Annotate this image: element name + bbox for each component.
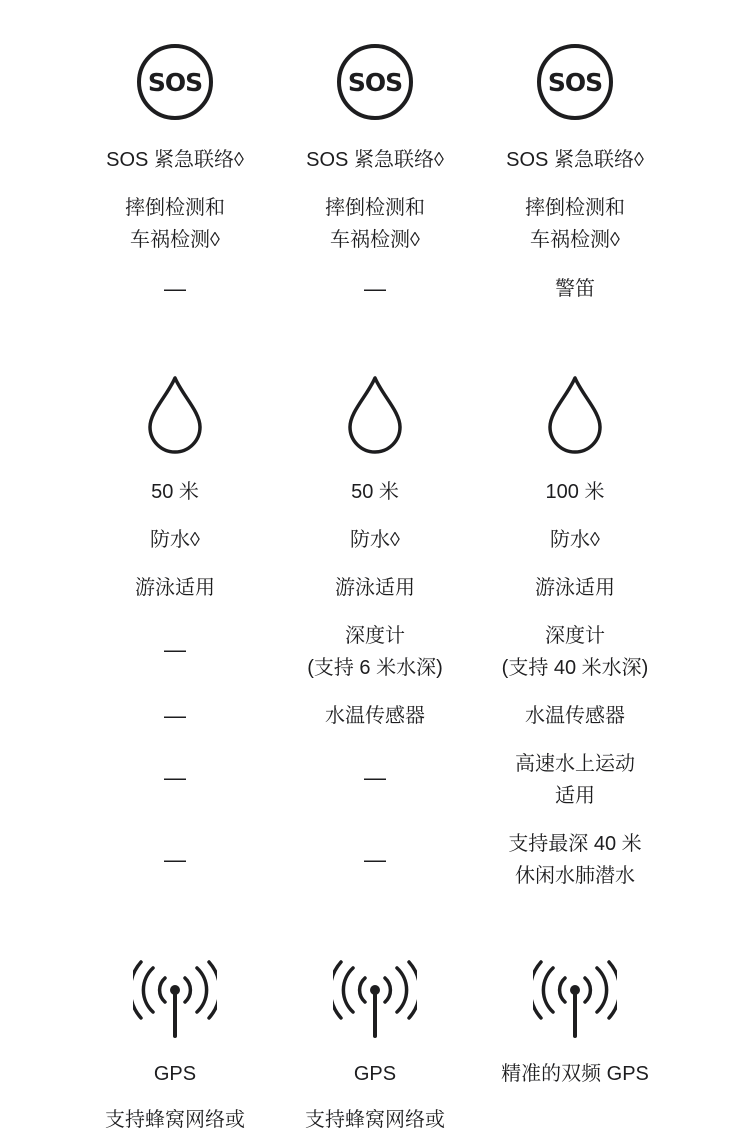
sos-emergency-label: SOS 紧急联络◊	[506, 149, 644, 171]
water-temp-label: 水温传感器	[525, 705, 625, 727]
siren-label: —	[164, 276, 186, 301]
water-temp-label: —	[164, 703, 186, 728]
sos-emergency-label: SOS 紧急联络◊	[106, 149, 244, 171]
fall-detection-label: 摔倒检测和 车祸检测◊	[325, 197, 425, 251]
high-speed-water-sports-label: —	[364, 765, 386, 790]
gps-label: GPS	[153, 1063, 197, 1085]
waterproof-label: 防水◊	[550, 529, 600, 551]
fall-detection-label: 摔倒检测和 车祸检测◊	[125, 197, 225, 251]
diving-label: 支持最深 40 米 休闲水肺潜水	[508, 833, 642, 887]
diving-label: —	[364, 847, 386, 872]
water-depth-label: 100 米	[545, 481, 605, 503]
depth-gauge-label: —	[164, 637, 186, 662]
cellular-label: 支持蜂窝网络或	[305, 1109, 445, 1131]
swim-label: 游泳适用	[135, 577, 215, 599]
cellular-label: 支持蜂窝网络或	[105, 1109, 245, 1131]
water-drop-icon	[450, 374, 700, 454]
siren-label: —	[364, 276, 386, 301]
high-speed-water-sports-label: —	[164, 765, 186, 790]
sos-icon: SOS	[250, 44, 500, 120]
column-3	[450, 0, 700, 1127]
sos-icon: SOS	[50, 44, 300, 120]
waterproof-label: 防水◊	[150, 529, 200, 551]
waterproof-label: 防水◊	[350, 529, 400, 551]
siren-label: 警笛	[555, 278, 595, 300]
water-depth-label: 50 米	[151, 481, 199, 503]
gps-label: 精准的双频 GPS	[501, 1063, 649, 1085]
sos-icon: SOS	[450, 44, 700, 120]
water-depth-label: 50 米	[351, 481, 399, 503]
fall-detection-label: 摔倒检测和 车祸检测◊	[525, 197, 625, 251]
gps-antenna-icon	[450, 960, 700, 1040]
swim-label: 游泳适用	[335, 577, 415, 599]
diving-label: —	[164, 847, 186, 872]
gps-label: GPS	[353, 1063, 397, 1085]
water-temp-label: 水温传感器	[325, 705, 425, 727]
sos-emergency-label: SOS 紧急联络◊	[306, 149, 444, 171]
depth-gauge-label: 深度计 (支持 40 米水深)	[501, 625, 649, 679]
depth-gauge-label: 深度计 (支持 6 米水深)	[307, 625, 443, 679]
swim-label: 游泳适用	[535, 577, 615, 599]
high-speed-water-sports-label: 高速水上运动 适用	[515, 753, 635, 807]
